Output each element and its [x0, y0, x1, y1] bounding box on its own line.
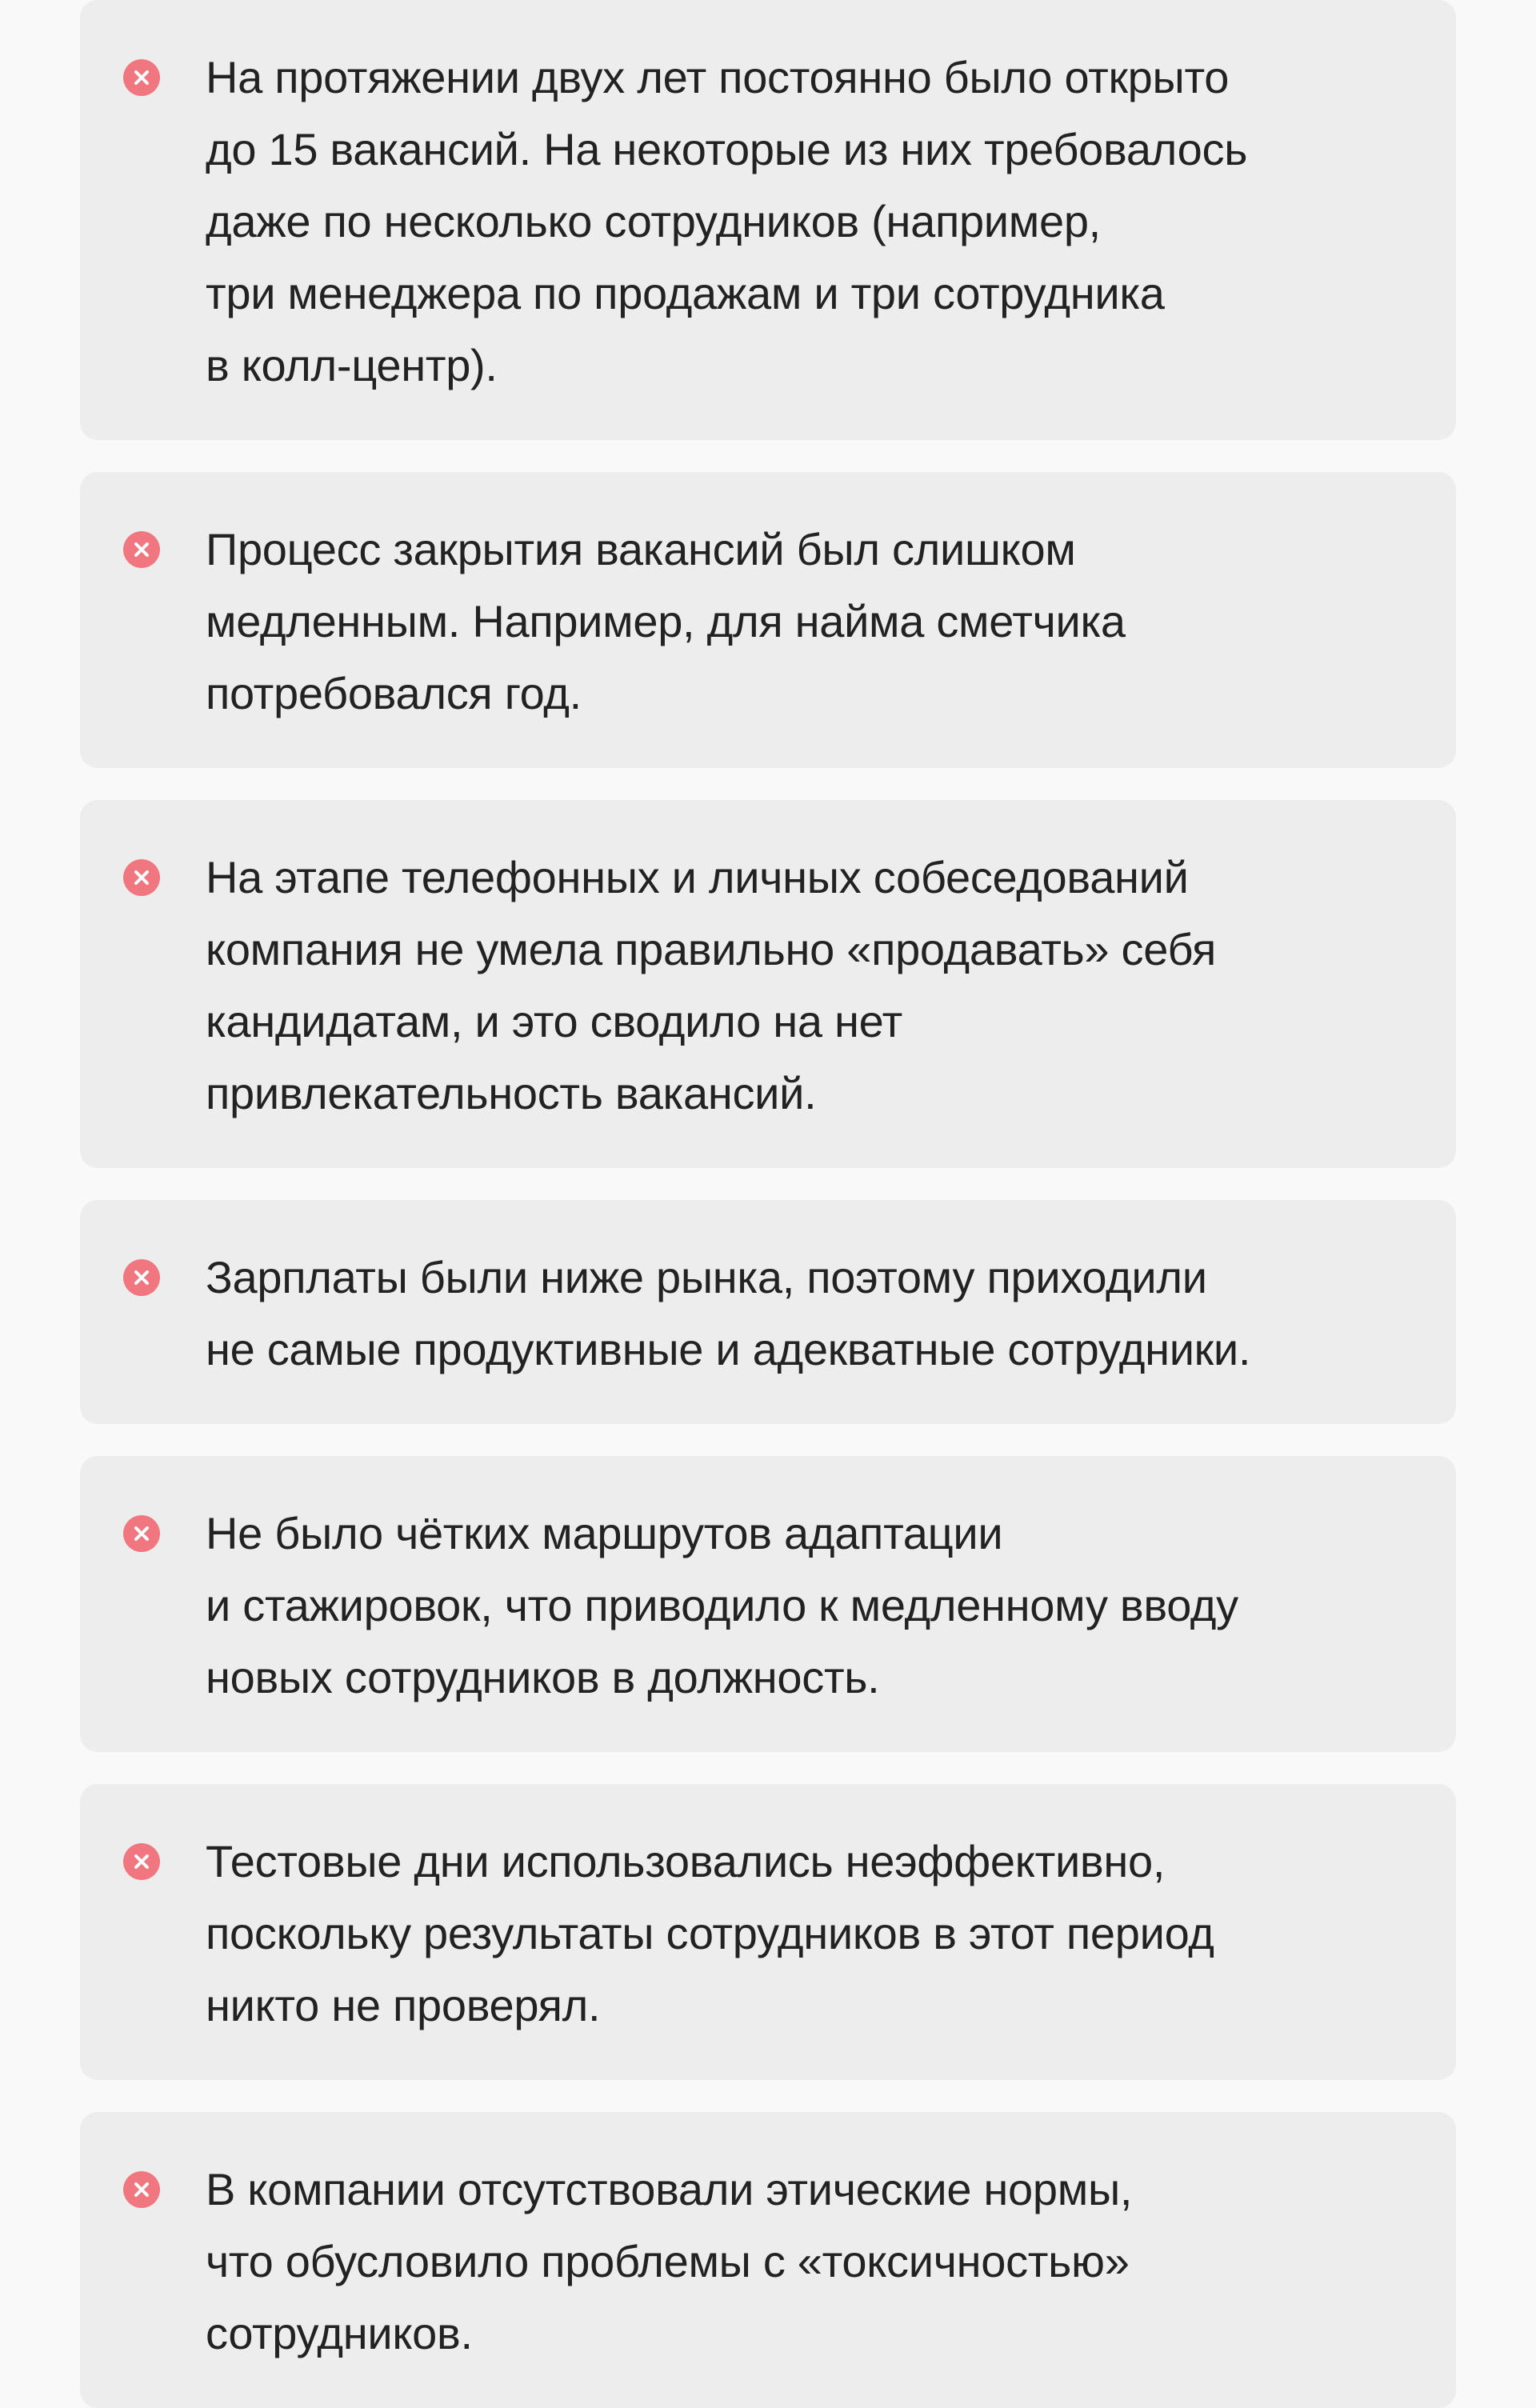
problem-text: Тестовые дни использовались неэффективно, поскольку результаты сотрудников в этот период никто не проверял. — [206, 1836, 1214, 2030]
problem-text: Зарплаты были ниже рынка, поэтому приходили не самые продуктивные и адекватные сотрудники. — [206, 1252, 1251, 1374]
problem-text: На протяжении двух лет постоянно было открыто до 15 вакансий. На некоторые из них требовалось даже по несколько сотрудников (например, три менеджера по продажам и три сотрудника в колл-центр). — [206, 52, 1248, 390]
problem-card — [80, 472, 1456, 768]
close-circle-icon — [123, 859, 160, 896]
close-circle-icon — [123, 531, 160, 568]
close-circle-icon — [123, 1259, 160, 1296]
problem-card — [80, 800, 1456, 1168]
close-circle-icon — [123, 1515, 160, 1552]
problem-card — [80, 0, 1456, 440]
problem-text: В компании отсутствовали этические нормы, что обусловило проблемы с «токсичностью» сотрудников. — [206, 2164, 1133, 2358]
problem-card — [80, 1456, 1456, 1752]
close-circle-icon — [123, 2171, 160, 2208]
problem-card — [80, 1784, 1456, 2080]
close-circle-icon — [123, 1843, 160, 1880]
problem-card — [80, 2112, 1456, 2408]
problem-text: Не было чётких маршрутов адаптации и стажировок, что приводило к медленному вводу новых сотрудников в должность. — [206, 1508, 1238, 1702]
close-circle-icon — [123, 59, 160, 96]
problem-text: На этапе телефонных и личных собеседований компания не умела правильно «продавать» себя кандидатам, и это сводило на нет привлекательность вакансий. — [206, 852, 1217, 1118]
problem-card — [80, 1200, 1456, 1424]
problem-text: Процесс закрытия вакансий был слишком медленным. Например, для найма сметчика потребовался год. — [206, 524, 1126, 718]
